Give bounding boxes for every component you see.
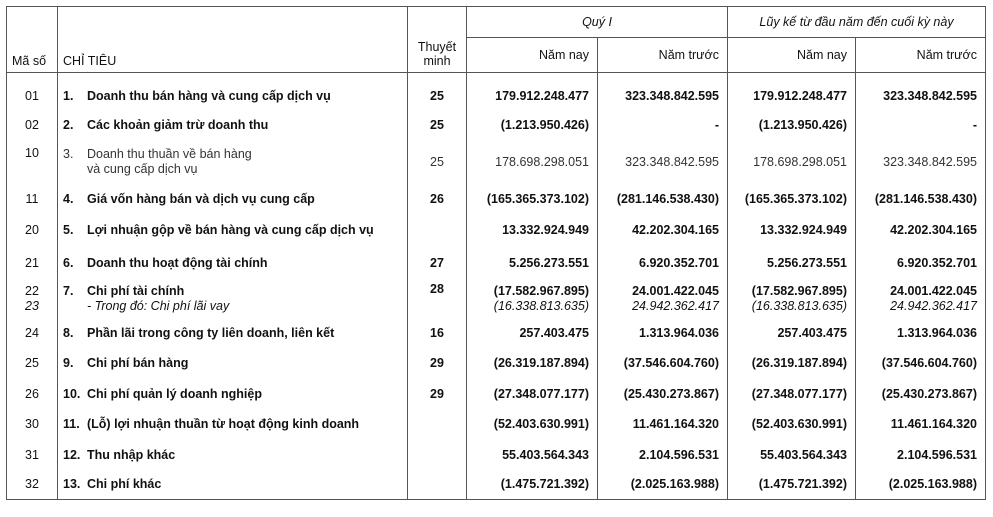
row-code: 20 bbox=[7, 214, 58, 247]
row-y-current: (26.319.187.894) bbox=[728, 348, 856, 379]
row-y-prior: 323.348.842.595 bbox=[856, 140, 986, 185]
row-y-prior: - bbox=[856, 111, 986, 140]
row-y-prior: (2.025.163.988) bbox=[856, 470, 986, 500]
row-q-prior: 42.202.304.165 bbox=[598, 214, 728, 247]
header-q-nam-truoc: Năm trước bbox=[598, 38, 728, 73]
row-q-current: (26.319.187.894) bbox=[467, 348, 598, 379]
row-label: 13. Chi phí khác bbox=[58, 470, 408, 500]
row-code: 24 bbox=[7, 319, 58, 348]
row-q-prior: 2.104.596.531 bbox=[598, 440, 728, 470]
table-row bbox=[7, 185, 986, 214]
row-q-prior: 11.461.164.320 bbox=[598, 409, 728, 440]
row-code: 21 bbox=[7, 247, 58, 279]
row-q-current: 257.403.475 bbox=[467, 319, 598, 348]
table-row bbox=[7, 111, 986, 140]
table-row bbox=[7, 409, 986, 440]
row-y-prior: (25.430.273.867) bbox=[856, 379, 986, 409]
row-y-current: (52.403.630.991) bbox=[728, 409, 856, 440]
row-y-current: 13.332.924.949 bbox=[728, 214, 856, 247]
row-note: 27 bbox=[408, 247, 467, 279]
row-q-prior: 6.920.352.701 bbox=[598, 247, 728, 279]
row-label: 8. Phần lãi trong công ty liên doanh, liên kết bbox=[58, 319, 408, 348]
row-y-prior: (281.146.538.430) bbox=[856, 185, 986, 214]
row-q-prior: 323.348.842.595 bbox=[598, 73, 728, 111]
row-label: 9. Chi phí bán hàng bbox=[58, 348, 408, 379]
row-label: 1. Doanh thu bán hàng và cung cấp dịch vụ bbox=[58, 73, 408, 111]
row-code: 22 23 bbox=[7, 279, 58, 319]
row-q-current: (17.582.967.895) (16.338.813.635) bbox=[467, 279, 598, 319]
row-code: 11 bbox=[7, 185, 58, 214]
row-y-current: (165.365.373.102) bbox=[728, 185, 856, 214]
row-code: 25 bbox=[7, 348, 58, 379]
row-label: 2. Các khoản giảm trừ doanh thu bbox=[58, 111, 408, 140]
row-y-prior: 6.920.352.701 bbox=[856, 247, 986, 279]
row-label: 7. Chi phí tài chính - Trong đó: Chi phí lãi vay bbox=[58, 279, 408, 319]
row-note: 16 bbox=[408, 319, 467, 348]
row-q-current: 13.332.924.949 bbox=[467, 214, 598, 247]
row-y-current: 178.698.298.051 bbox=[728, 140, 856, 185]
row-q-current: (165.365.373.102) bbox=[467, 185, 598, 214]
row-q-current: (52.403.630.991) bbox=[467, 409, 598, 440]
row-y-current: (27.348.077.177) bbox=[728, 379, 856, 409]
row-q-current: 179.912.248.477 bbox=[467, 73, 598, 111]
row-code: 30 bbox=[7, 409, 58, 440]
row-y-current: (17.582.967.895) (16.338.813.635) bbox=[728, 279, 856, 319]
row-q-prior: 323.348.842.595 bbox=[598, 140, 728, 185]
row-note: 29 bbox=[408, 348, 467, 379]
table-row bbox=[7, 379, 986, 409]
row-y-prior: 42.202.304.165 bbox=[856, 214, 986, 247]
row-label: 11. (Lỗ) lợi nhuận thuần từ hoạt động kinh doanh bbox=[58, 409, 408, 440]
header-y-nam-truoc: Năm trước bbox=[856, 38, 986, 73]
row-y-prior: 11.461.164.320 bbox=[856, 409, 986, 440]
table-row bbox=[7, 348, 986, 379]
row-q-current: 55.403.564.343 bbox=[467, 440, 598, 470]
row-label: 10. Chi phí quản lý doanh nghiệp bbox=[58, 379, 408, 409]
header-thuyet-minh: Thuyết minh bbox=[408, 7, 467, 73]
header-chi-tieu: CHỈ TIÊU bbox=[58, 7, 408, 73]
row-code: 32 bbox=[7, 470, 58, 500]
header-luy-ke: Lũy kế từ đầu năm đến cuối kỳ này bbox=[728, 7, 986, 38]
row-note bbox=[408, 409, 467, 440]
table-row bbox=[7, 214, 986, 247]
row-note: 25 bbox=[408, 111, 467, 140]
row-y-prior: 323.348.842.595 bbox=[856, 73, 986, 111]
row-q-prior: - bbox=[598, 111, 728, 140]
table-row bbox=[7, 279, 986, 319]
table-row bbox=[7, 470, 986, 500]
income-statement-table bbox=[6, 6, 986, 500]
table-row bbox=[7, 319, 986, 348]
row-y-prior: 24.001.422.045 24.942.362.417 bbox=[856, 279, 986, 319]
row-y-prior: 2.104.596.531 bbox=[856, 440, 986, 470]
row-note: 26 bbox=[408, 185, 467, 214]
row-code: 02 bbox=[7, 111, 58, 140]
row-q-prior: (25.430.273.867) bbox=[598, 379, 728, 409]
row-y-prior: 1.313.964.036 bbox=[856, 319, 986, 348]
row-q-prior: (2.025.163.988) bbox=[598, 470, 728, 500]
row-q-current: (1.475.721.392) bbox=[467, 470, 598, 500]
table-row bbox=[7, 440, 986, 470]
row-q-prior: (37.546.604.760) bbox=[598, 348, 728, 379]
row-y-current: 55.403.564.343 bbox=[728, 440, 856, 470]
row-note: 29 bbox=[408, 379, 467, 409]
row-code: 01 bbox=[7, 73, 58, 111]
header-quy-i: Quý I bbox=[467, 7, 728, 38]
row-q-prior: (281.146.538.430) bbox=[598, 185, 728, 214]
table-row bbox=[7, 73, 986, 111]
table-row bbox=[7, 140, 986, 185]
row-q-current: 5.256.273.551 bbox=[467, 247, 598, 279]
row-y-current: (1.213.950.426) bbox=[728, 111, 856, 140]
row-code: 26 bbox=[7, 379, 58, 409]
row-label: 4. Giá vốn hàng bán và dịch vụ cung cấp bbox=[58, 185, 408, 214]
row-q-prior: 1.313.964.036 bbox=[598, 319, 728, 348]
row-code: 31 bbox=[7, 440, 58, 470]
row-label: 3. Doanh thu thuần về bán hàng và cung cấp dịch vụ bbox=[58, 140, 408, 185]
row-q-current: (1.213.950.426) bbox=[467, 111, 598, 140]
row-note: 25 bbox=[408, 140, 467, 185]
row-note bbox=[408, 470, 467, 500]
row-q-prior: 24.001.422.045 24.942.362.417 bbox=[598, 279, 728, 319]
row-label: 6. Doanh thu hoạt động tài chính bbox=[58, 247, 408, 279]
row-label: 5. Lợi nhuận gộp về bán hàng và cung cấp dịch vụ bbox=[58, 214, 408, 247]
row-note: 25 bbox=[408, 73, 467, 111]
row-y-prior: (37.546.604.760) bbox=[856, 348, 986, 379]
row-y-current: 179.912.248.477 bbox=[728, 73, 856, 111]
row-y-current: 5.256.273.551 bbox=[728, 247, 856, 279]
row-note: 28 bbox=[408, 279, 467, 319]
table-row bbox=[7, 247, 986, 279]
header-y-nam-nay: Năm nay bbox=[728, 38, 856, 73]
row-q-current: 178.698.298.051 bbox=[467, 140, 598, 185]
row-y-current: (1.475.721.392) bbox=[728, 470, 856, 500]
row-label: 12. Thu nhập khác bbox=[58, 440, 408, 470]
row-y-current: 257.403.475 bbox=[728, 319, 856, 348]
header-q-nam-nay: Năm nay bbox=[467, 38, 598, 73]
header-ma-so: Mã số bbox=[7, 7, 58, 73]
row-note bbox=[408, 214, 467, 247]
row-code: 10 bbox=[7, 140, 58, 185]
row-q-current: (27.348.077.177) bbox=[467, 379, 598, 409]
row-note bbox=[408, 440, 467, 470]
